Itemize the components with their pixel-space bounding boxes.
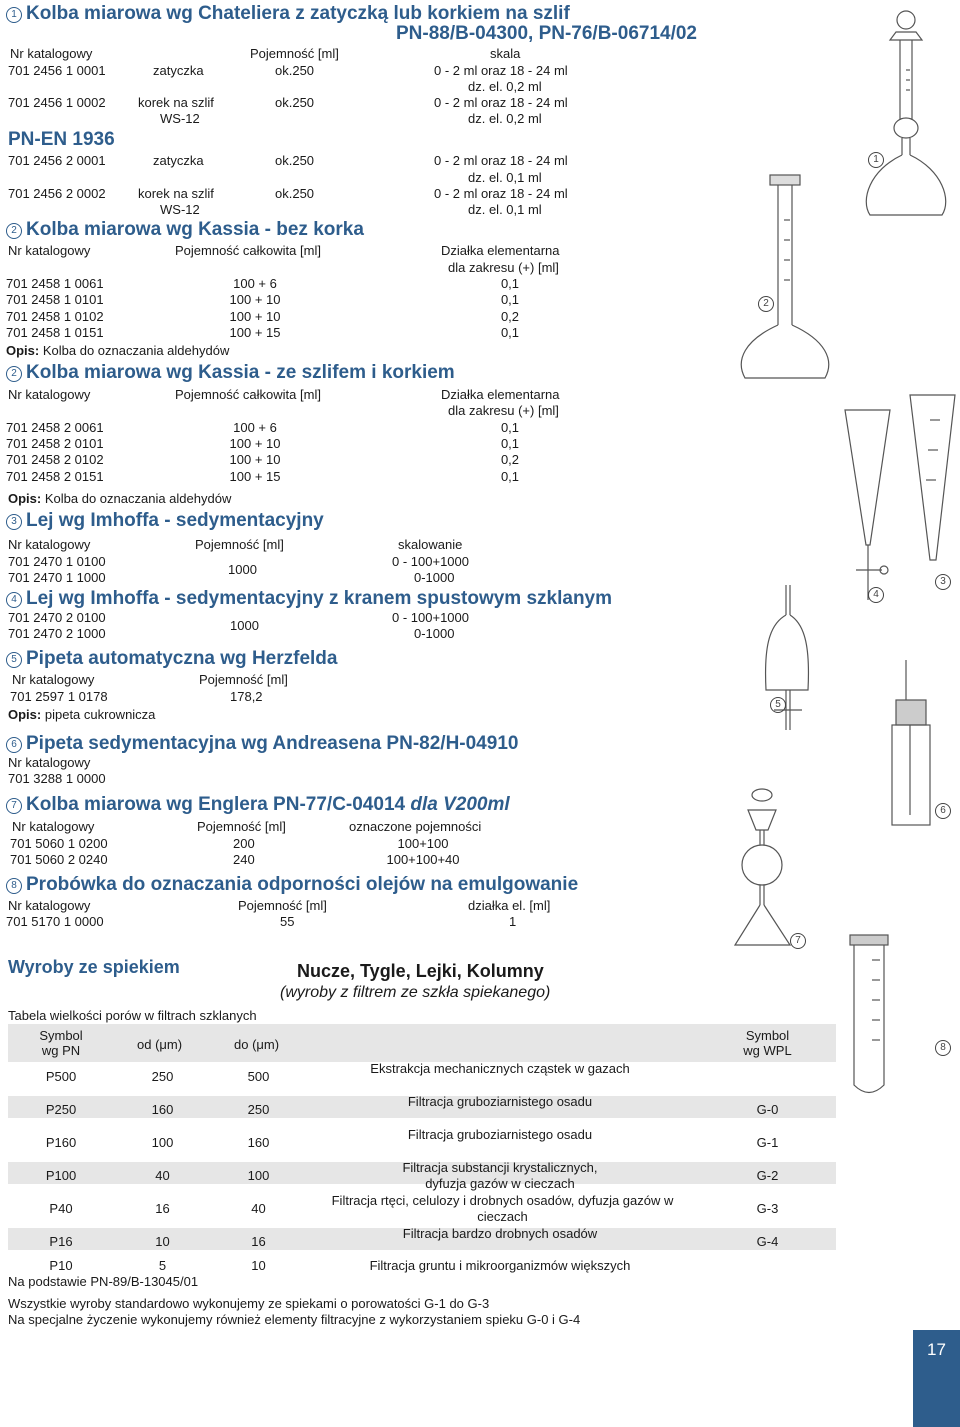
col-header: Pojemność [ml] [195, 537, 284, 552]
scale: 0 - 2 ml oraz 18 - 24 ml [434, 186, 568, 201]
scale-division: dz. el. 0,1 ml [468, 202, 542, 217]
application: Filtracja bardzo drobnych osadów [402, 1226, 598, 1241]
capacity: 1000 [230, 618, 259, 633]
symbol-wpl: G-3 [756, 1201, 779, 1216]
col-header: Działka elementarna [441, 387, 560, 402]
symbol-wpl: G-4 [756, 1234, 779, 1249]
page-number: 17 [927, 1340, 946, 1359]
division: 0,1 [500, 325, 520, 340]
pore-from: 160 [151, 1102, 174, 1117]
col-header: Działka elementarna [441, 243, 560, 258]
scale-division: dz. el. 0,1 ml [468, 170, 542, 185]
col-header: Pojemność [ml] [197, 819, 286, 834]
imhoff-cone-illustration [910, 395, 955, 560]
kassia-flask-illustration [741, 175, 828, 378]
application: Filtracja gruntu i mikroorganizmów większych [369, 1258, 631, 1273]
catalog-number: 701 2458 1 0151 [6, 325, 104, 340]
illustration-label-5: 5 [770, 697, 786, 713]
col-header: dla zakresu (+) [ml] [448, 260, 559, 275]
catalog-number: 701 2597 1 0178 [10, 689, 108, 704]
division: 0,2 [500, 452, 520, 467]
catalog-number: 701 5170 1 0000 [6, 914, 104, 929]
division: 0,1 [500, 420, 520, 435]
capacity: 100 + 6 [233, 276, 277, 291]
division: 0,1 [500, 436, 520, 451]
capacity: 100 + 10 [229, 436, 281, 451]
section-number-badge: 7 [6, 798, 22, 814]
catalog-number: 701 2458 2 0061 [6, 420, 104, 435]
application: dyfuzja gazów w cieczach [425, 1176, 575, 1191]
illustration-label-6: 6 [935, 803, 951, 819]
section-number-badge: 3 [6, 514, 22, 530]
pore-to: 250 [247, 1102, 270, 1117]
scale: 0 - 2 ml oraz 18 - 24 ml [434, 153, 568, 168]
symbol-pn: P500 [45, 1069, 77, 1084]
symbol-pn: P16 [49, 1234, 73, 1249]
col-header: Nr katalogowy [8, 755, 91, 770]
section-number-badge: 2 [6, 366, 22, 382]
closure-type: korek na szlif [138, 95, 214, 110]
col-header-symbol-pn: Symbol wg PN [39, 1028, 83, 1058]
col-header-od: od (μm) [137, 1037, 183, 1052]
section-1-title: 1 Kolba miarowa wg Chateliera z zatyczką lub korkiem na szlif [6, 3, 570, 25]
pore-to: 500 [247, 1069, 270, 1084]
illustration-label-7: 7 [790, 933, 806, 949]
catalog-number: 701 5060 1 0200 [10, 836, 108, 851]
capacity: 100 + 6 [233, 420, 277, 435]
engler-flask-illustration [735, 789, 790, 945]
pore-to: 40 [251, 1201, 266, 1216]
capacity: 100 + 10 [229, 292, 281, 307]
emulsion-test-tube-illustration [850, 935, 888, 1093]
application: Filtracja gruboziarnistego osadu [407, 1094, 593, 1109]
symbol-pn: P40 [49, 1201, 73, 1216]
section-2-title: 2 Kolba miarowa wg Kassia - bez korka [6, 219, 364, 241]
catalog-number: 701 2456 2 0002 [8, 186, 106, 201]
catalog-number: 701 3288 1 0000 [8, 771, 106, 786]
section-number-badge: 5 [6, 652, 22, 668]
section-1-standard: PN-88/B-04300, PN-76/B-06714/02 [396, 23, 698, 44]
illustration-label-3: 3 [935, 574, 951, 590]
section-number-badge: 6 [6, 737, 22, 753]
catalog-number: 701 2470 2 0100 [8, 610, 106, 625]
scale: 0 - 100+1000 [392, 610, 469, 625]
standard-basis: Na podstawie PN-89/B-13045/01 [8, 1274, 199, 1289]
section-3-title: 3 Lej wg Imhoffa - sedymentacyjny [6, 510, 324, 532]
col-header-symbol-wpl: Symbol wg WPL [743, 1028, 792, 1058]
capacity: ok.250 [275, 95, 315, 110]
marked-volumes: 100+100+40 [386, 852, 460, 867]
symbol-pn: P250 [45, 1102, 77, 1117]
section-number-badge: 2 [6, 223, 22, 239]
chatelier-flask-illustration [866, 11, 945, 215]
section-number-badge: 8 [6, 878, 22, 894]
division: 0,2 [500, 309, 520, 324]
division: 0,1 [500, 469, 520, 484]
col-header: Pojemność całkowita [ml] [175, 387, 321, 402]
sinter-center-title: Nucze, Tygle, Lejki, Kolumny [297, 961, 544, 981]
section-number-badge: 4 [6, 592, 22, 608]
symbol-pn: P10 [49, 1258, 73, 1273]
closure-type: zatyczka [153, 153, 204, 168]
capacity: ok.250 [275, 186, 315, 201]
pore-from: 100 [151, 1135, 174, 1150]
col-header: Nr katalogowy [8, 537, 91, 552]
pore-from: 40 [155, 1168, 170, 1183]
catalog-number: 701 5060 2 0240 [10, 852, 108, 867]
scale: 0-1000 [414, 626, 455, 641]
application: Filtracja gruboziarnistego osadu [407, 1127, 593, 1142]
capacity: 100 + 15 [229, 469, 281, 484]
col-header: skala [490, 46, 521, 61]
description: Opis: Kolba do oznaczania aldehydów [6, 343, 230, 358]
scale-division: dz. el. 0,2 ml [468, 111, 542, 126]
closure-size: WS-12 [160, 202, 200, 217]
col-header: oznaczone pojemności [349, 819, 482, 834]
scale: 0 - 100+1000 [392, 554, 469, 569]
catalog-number: 701 2470 2 1000 [8, 626, 106, 641]
catalog-number: 701 2458 1 0061 [6, 276, 104, 291]
catalog-number: 701 2458 1 0101 [6, 292, 104, 307]
capacity: 178,2 [230, 689, 263, 704]
catalog-number: 701 2456 1 0001 [8, 63, 106, 78]
col-header: Nr katalogowy [8, 387, 91, 402]
symbol-pn: P100 [45, 1168, 77, 1183]
description: Opis: Kolba do oznaczania aldehydów [8, 491, 232, 506]
col-header: dla zakresu (+) [ml] [448, 403, 559, 418]
capacity: 100 + 10 [229, 309, 281, 324]
catalog-number: 701 2458 2 0151 [6, 469, 104, 484]
capacity: 100 + 15 [229, 325, 281, 340]
pore-to: 16 [251, 1234, 266, 1249]
footnote: Wszystkie wyroby standardowo wykonujemy ze spiekami o porowatości G-1 do G-3 [8, 1296, 490, 1311]
catalog-number: 701 2458 1 0102 [6, 309, 104, 324]
capacity: ok.250 [275, 63, 315, 78]
illustration-label-1: 1 [868, 152, 884, 168]
section-7-title: 7 Kolba miarowa wg Englera PN-77/C-04014 dla V200ml [6, 794, 510, 816]
capacity: 55 [280, 914, 295, 929]
footnote: Na specjalne życzenie wykonujemy również elementy filtracyjne z wykorzystaniem spieku G-0 i G-4 [8, 1312, 581, 1327]
capacity: 240 [233, 852, 255, 867]
sinter-heading: Wyroby ze spiekiem [8, 957, 180, 977]
pore-to: 100 [247, 1168, 270, 1183]
andreasen-pipette-illustration [892, 660, 930, 825]
scale: 0 - 2 ml oraz 18 - 24 ml [434, 95, 568, 110]
section-5-title: 5 Pipeta automatyczna wg Herzfelda [6, 648, 337, 670]
col-header: Nr katalogowy [8, 898, 91, 913]
section-8-title: 8 Probówka do oznaczania odporności olejów na emulgowanie [6, 874, 578, 896]
standard-subheading: PN-EN 1936 [8, 129, 115, 150]
col-header: Pojemność [ml] [199, 672, 288, 687]
catalog-number: 701 2458 2 0101 [6, 436, 104, 451]
pore-from: 5 [158, 1258, 167, 1273]
illustration-label-2: 2 [758, 296, 774, 312]
illustration-label-8: 8 [935, 1040, 951, 1056]
symbol-wpl: G-0 [756, 1102, 779, 1117]
col-header: Pojemność [ml] [250, 46, 339, 61]
application: Ekstrakcja mechanicznych cząstek w gazach [370, 1061, 630, 1076]
col-header: skalowanie [398, 537, 463, 552]
glassware-illustrations [730, 0, 960, 1330]
sinter-center-subtitle: (wyroby z filtrem ze szkła spiekanego) [280, 984, 551, 1001]
scale: 0-1000 [414, 570, 455, 585]
capacity: ok.250 [275, 153, 315, 168]
col-header: Nr katalogowy [12, 819, 95, 834]
symbol-wpl: G-2 [756, 1168, 779, 1183]
imhoff-cone-stopcock-illustration [845, 410, 890, 600]
col-header-do: do (μm) [234, 1037, 280, 1052]
col-header: Nr katalogowy [10, 46, 93, 61]
capacity: 100 + 10 [229, 452, 281, 467]
catalog-number: 701 2456 2 0001 [8, 153, 106, 168]
closure-type: korek na szlif [138, 186, 214, 201]
division: 1 [509, 914, 517, 929]
application: cieczach [477, 1209, 528, 1224]
closure-size: WS-12 [160, 111, 200, 126]
pore-from: 250 [151, 1069, 174, 1084]
closure-type: zatyczka [153, 63, 204, 78]
capacity: 200 [233, 836, 255, 851]
marked-volumes: 100+100 [397, 836, 449, 851]
pore-from: 10 [155, 1234, 170, 1249]
catalog-number: 701 2470 1 1000 [8, 570, 106, 585]
description: Opis: pipeta cukrownicza [8, 707, 156, 722]
catalog-number: 701 2458 2 0102 [6, 452, 104, 467]
division: 0,1 [500, 292, 520, 307]
section-6-title: 6 Pipeta sedymentacyjna wg Andreasena PN-82/H-04910 [6, 733, 518, 755]
symbol-wpl: G-1 [756, 1135, 779, 1150]
illustration-label-4: 4 [868, 587, 884, 603]
section-2b-title: 2 Kolba miarowa wg Kassia - ze szlifem i korkiem [6, 362, 455, 384]
capacity: 1000 [228, 562, 257, 577]
col-header: Nr katalogowy [8, 243, 91, 258]
pore-to: 10 [251, 1258, 266, 1273]
scale: 0 - 2 ml oraz 18 - 24 ml [434, 63, 568, 78]
catalog-number: 701 2470 1 0100 [8, 554, 106, 569]
col-header: działka el. [ml] [468, 898, 551, 913]
application: Filtracja substancji krystalicznych, [402, 1160, 598, 1175]
scale-division: dz. el. 0,2 ml [468, 79, 542, 94]
col-header: Pojemność [ml] [238, 898, 327, 913]
section-number-badge: 1 [6, 7, 22, 23]
application: Filtracja rtęci, celulozy i drobnych osadów, dyfuzja gazów w [331, 1193, 674, 1208]
division: 0,1 [500, 276, 520, 291]
table-caption: Tabela wielkości porów w filtrach szklanych [8, 1008, 257, 1023]
pore-from: 16 [155, 1201, 170, 1216]
symbol-pn: P160 [45, 1135, 77, 1150]
col-header: Nr katalogowy [12, 672, 95, 687]
catalog-number: 701 2456 1 0002 [8, 95, 106, 110]
table-header-band [8, 1024, 836, 1062]
pore-to: 160 [247, 1135, 270, 1150]
section-4-title: 4 Lej wg Imhoffa - sedymentacyjny z kranem spustowym szklanym [6, 588, 612, 610]
col-header: Pojemność całkowita [ml] [175, 243, 321, 258]
